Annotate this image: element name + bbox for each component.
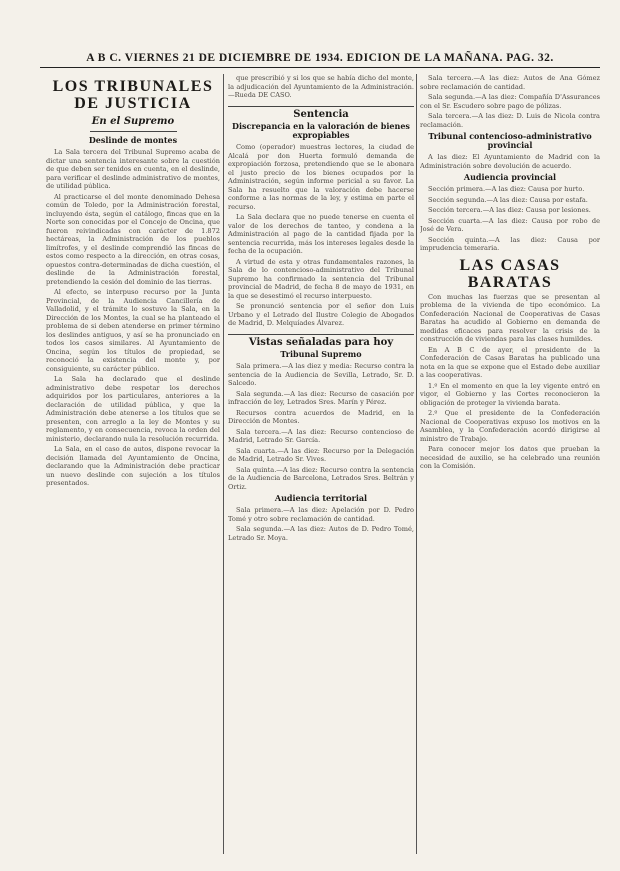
article-paragraph: 2.º Que el presidente de la Confederación Nacional de Cooperativas expuso los motivos en la Asamblea, y la Confederación acordó dirigirse al ministro de Trabajo.	[420, 409, 600, 443]
section-heading: Sentencia	[228, 106, 414, 120]
article-paragraph: que prescribió y si los que se había dicho del monte, la adjudicación del Ayuntamiento de la Administración.—Rueda DE CASO.	[228, 74, 414, 99]
column-1	[46, 74, 220, 854]
article-paragraph: Con muchas las fuerzas que se presentan al problema de la vivienda de tipo económico. La Confederación Nacional de Cooperativas de Casas Baratas ha acudido al Gobierno en demanda de medidas eficaces para resolver la crisis de la construcción de viviendas para las clases humildes.	[420, 292, 600, 343]
list-item: Sección tercera.—A las diez: Causa por lesiones.	[428, 206, 591, 214]
list-item: Sala tercera.—A las diez: D. Luis de Nicola contra reclamación.	[420, 112, 600, 129]
list-item: Sala segunda.—A las diez: Autos de D. Pedro Tomé, Letrado Sr. Moya.	[228, 525, 414, 542]
page-header: A B C. VIERNES 21 DE DICIEMBRE DE 1934. EDICION DE LA MAÑANA. PAG. 32.	[40, 52, 600, 68]
article-title: Deslinde de montes	[88, 135, 178, 145]
section-subtitle: En el Supremo	[91, 116, 175, 127]
article-paragraph: La Sala tercera del Tribunal Supremo acaba de dictar una sentencia interesante sobre la cuestión de que deben ser tenidos en cuenta, en el deslinde, para verificar el deslinde administrativo de montes, de utilidad pública.	[46, 148, 220, 190]
article-paragraph: La Sala declara que no puede tenerse en cuenta el valor de los derechos de tanteo, y condena a la Administración al pago de la cantidad fijada por la sentencia recurrida, más los intereses legales desde la fecha de la ocupación.	[228, 213, 414, 255]
article-paragraph: A virtud de esta y otras fundamentales razones, la Sala de lo contencioso-administrativo del Tribunal Supremo ha confirmado la sentencia del Tribunal provincial de Madrid, de fecha 8 de mayo de 1931, en la que se desestimó el recurso interpuesto.	[228, 257, 414, 300]
list-item: Sala primera.—A las diez: Apelación por D. Pedro Tomé y otro sobre reclamación de cantidad.	[228, 506, 414, 523]
section-title: LOS TRIBUNALES DE JUSTICIA	[52, 78, 214, 112]
column-rule	[416, 74, 417, 854]
list-item: A las diez: El Ayuntamiento de Madrid con la Administración sobre devolución de acuerdo.	[420, 153, 600, 170]
article-paragraph: La Sala, en el caso de autos, dispone revocar la decisión llamada del Ayuntamiento de Oncina, declarando que la Administración debe practicar un nuevo deslinde con sujeción a los títulos presentados.	[46, 445, 220, 487]
article-title: Tribunal Supremo	[280, 349, 362, 359]
list-item: Sala cuarta.—A las diez: Recurso por la Delegación de Madrid, Letrado Sr. Vives.	[228, 446, 414, 463]
list-item: Sala primera.—A las diez y media: Recurso contra la sentencia de la Audiencia de Sevilla, Letrado, Sr. D. Salcedo.	[228, 362, 414, 387]
article-paragraph: Para conocer mejor los datos que prueban la necesidad de auxilio, se ha celebrado una reunión con la Comisión.	[420, 445, 600, 470]
divider	[90, 131, 177, 132]
column-2	[228, 74, 414, 854]
article-title: Tribunal contencioso-administrativo provincial	[428, 131, 592, 150]
column-rule	[223, 74, 224, 854]
article-paragraph: La Sala ha declarado que el deslinde administrativo debe respetar los derechos adquiridos por los particulares, anteriores a la declaración de utilidad pública, y que la Administración debe atenerse a los títulos que se presenten, con arreglo a la ley de Montes y su reglamento, y en consecuencia, revoca la orden del ministerio, declarando nula la resolución recurrida.	[46, 375, 220, 443]
list-item: Sala segunda.—A las diez: Recurso de casación por infracción de ley, Letrados Sres. Marín y Pérez.	[228, 389, 414, 406]
list-item: Sala tercera.—A las diez: Autos de Ana Gómez sobre reclamación de cantidad.	[420, 74, 600, 91]
article-paragraph: Al practicarse el del monte denominado Dehesa común de Toledo, por la Administración forestal, incluyendo ésta, según el catálogo, fincas que en la Norte son conocidas por el Concejo de Oncina, que fueron reivindicadas con carácter de 1.872 hectáreas, la Administración de los pueblos limítrofes, y el deslinde comprendió las fincas de estos como respecto a la dirección, en otras cosas, opuestos contra-determinadas de dicha cuestión, el deslinde de la Administración forestal, pretendiendo la cesión del dominio de las tierras.	[46, 192, 220, 286]
article-title: Audiencia provincial	[463, 172, 557, 182]
article-title: Discrepancia en la valoración de bienes expropiables	[232, 121, 410, 140]
list-item: Sala tercera.—A las diez: Recurso contencioso de Madrid, Letrado Sr. García.	[228, 427, 414, 444]
list-item: Sala quinta.—A las diez: Recurso contra la sentencia de la Audiencia de Barcelona, Letrados Sres. Beltrán y Ortiz.	[228, 465, 414, 491]
article-paragraph: Al efecto, se interpuso recurso por la Junta Provincial, de la Audiencia Cancillería de Valladolid, y el trámite lo sostuvo la Sala, en la Dirección de los Montes, la cual se ha planteado el problema de si deben atenderse en primer término los deslindes antiguos, y así se ha pronunciado en todos los casos similares. Al Ayuntamiento de Oncina, según los títulos de propiedad, se reconoció la existencia del monte y, por consiguiente, su carácter público.	[46, 288, 220, 373]
article-paragraph: En A B C de ayer, el presidente de la Confederación de Casas Baratas ha publicado una nota en la que se expone que el Estado debe auxiliar a las cooperativas.	[420, 345, 600, 379]
list-item: Sala segunda.—A las diez: Compañía D'Assurances con el Sr. Escudero sobre pago de pólizas.	[420, 93, 600, 110]
section-title: LAS CASAS BARATAS	[459, 256, 561, 291]
article-paragraph: Se pronunció sentencia por el señor don Luis Urbano y el Letrado del Ilustre Colegio de Abogados de Madrid, D. Melquíades Álvarez.	[228, 302, 414, 327]
list-item: Sección segunda.—A las diez: Causa por estafa.	[428, 195, 588, 204]
article-paragraph: 1.º En el momento en que la ley vigente entró en vigor, el Gobierno y las Cortes reconocieron la obligación de proteger la vivienda barata.	[420, 381, 600, 407]
list-item: Sección primera.—A las diez: Causa por hurto.	[428, 185, 585, 193]
article-paragraph: Como (operador) muestras lectores, la ciudad de Alcalá por don Huerta formuló demanda de expropiación forzosa, pretendiendo que se le abonara el justo precio de los bienes ocupados por la Administración, según informe pericial a su favor. La Sala ha resuelto que la valoración debe hacerse conforme a las normas de la ley, y estima en parte el recurso.	[228, 143, 414, 211]
list-item: Sección cuarta.—A las diez: Causa por robo de José de Vera.	[420, 216, 600, 233]
list-item: Sección quinta.—A las diez: Causa por imprudencia temeraria.	[420, 235, 600, 252]
section-heading: Vistas señaladas para hoy	[228, 334, 414, 348]
article-title: Audiencia territorial	[274, 493, 368, 503]
list-item: Recursos contra acuerdos de Madrid, en la Dirección de Montes.	[228, 408, 414, 425]
column-3	[420, 74, 600, 854]
